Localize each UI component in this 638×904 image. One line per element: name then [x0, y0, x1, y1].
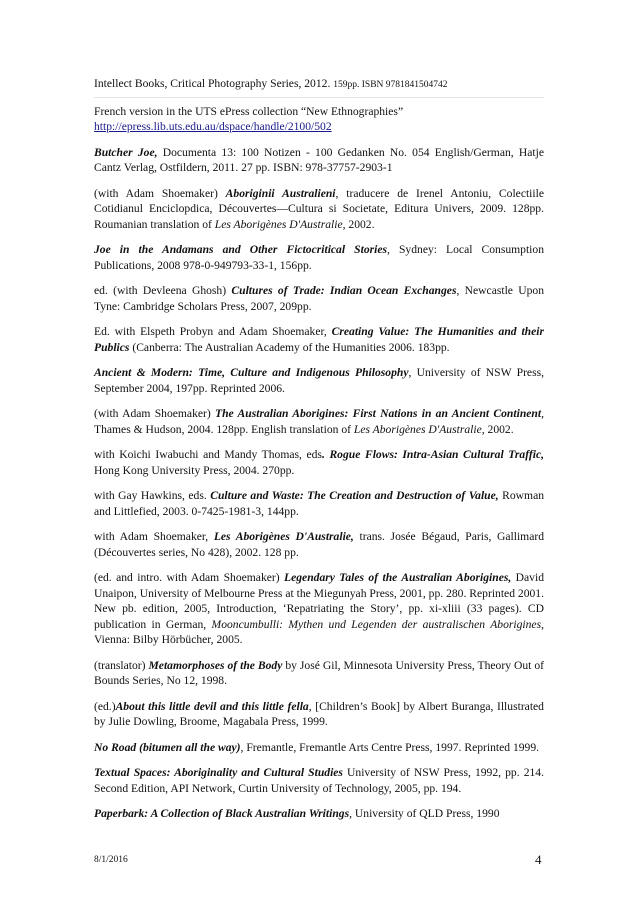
entry-title: Legendary Tales of the Australian Aborigines,: [284, 571, 512, 584]
list-item: [94, 186, 544, 233]
entry-title: The Australian Aborigines: First Nations in an Ancient Continent: [215, 407, 542, 420]
list-item: [94, 145, 544, 176]
list-item: [94, 699, 544, 730]
entry-title: Joe in the Andamans and Other Fictocritical Stories: [94, 243, 388, 256]
list-item: [94, 806, 544, 822]
entry-prefix: (ed. and intro. with Adam Shoemaker): [94, 571, 285, 584]
series-text: Intellect Books, Critical Photography Series, 2012.: [94, 77, 331, 90]
entry-title: Butcher Joe,: [94, 145, 158, 159]
list-item: [94, 242, 544, 273]
list-item: [94, 406, 544, 437]
entry-title: About this little devil and this little fella: [115, 699, 309, 713]
entry-text: (Canberra: The Australian Academy of the Humanities 2006. 183pp.: [129, 340, 450, 354]
entry-prefix: with Adam Shoemaker,: [94, 530, 214, 543]
entry-prefix: Ed. with Elspeth Probyn and Adam Shoemaker,: [94, 325, 332, 338]
entry-title: Culture and Waste: The Creation and Destruction of Value,: [210, 489, 499, 502]
entry-text: , traducere de Irenel Antoniu, Colectiile Cotidianul Enciclopdica, Découvertes—Cultura si Societate, Editura Univers, 2009. 128pp. Roumanian translation of: [94, 186, 544, 231]
french-version-note: [94, 104, 544, 135]
entry-text: by José Gil, Minnesota University Press, Theory Out of Bounds Series, No 12, 1998.: [94, 658, 545, 687]
isbn-text: 159pp. ISBN 9781841504742: [333, 80, 448, 90]
entry-text: , University of NSW Press, September 2004, 197pp. Reprinted 2006.: [94, 366, 544, 395]
entry-text: Documenta 13: 100 Notizen - 100 Gedanken No. 054 English/German, Hatje Cantz Verlag, Ostfildern, 2011. 27 pp. ISBN: 978-37757-2903-1: [94, 145, 544, 174]
entry-italic: Les Aborigènes D'Australie,: [353, 422, 485, 436]
list-item: [94, 283, 544, 314]
entry-text: Hong Kong University Press, 2004. 270pp.: [94, 463, 295, 477]
list-item: [94, 740, 544, 756]
bibliography-content: [94, 76, 544, 832]
entry-text: David Unaipon, University of Melbourne Press at the Miegunyah Press, 2001, pp. 280. Reprinted 2001. New pb. edition, 2005, Introduction, ‘Repatriating the Story’, pp. xi-xliii (33 pages). CD publication in German,: [94, 571, 544, 631]
list-item: [94, 570, 544, 648]
list-item: [94, 658, 544, 689]
entry-text: trans. Josée Bégaud, Paris, Gallimard (Découvertes series, No 428), 2002. 128 pp.: [94, 530, 544, 559]
list-item: [94, 529, 544, 560]
entry-title: No Road (bitumen all the way): [94, 740, 241, 754]
entry-title: Les Aborigènes D'Australie,: [213, 530, 354, 543]
entry-text: , Fremantle, Fremantle Arts Centre Press, 1997. Reprinted 1999.: [240, 740, 540, 754]
entry-text: Rowman and Littlefied, 2003. 0-7425-1981-3, 144pp.: [94, 489, 545, 518]
entry-prefix: ed. (with Devleena Ghosh): [94, 284, 232, 297]
entry-italic: Mooncumbulli: Mythen und Legenden der australischen Aborigines: [211, 617, 542, 631]
entry-text: , Newcastle Upon Tyne: Cambridge Scholars Press, 2007, 209pp.: [94, 284, 544, 313]
entry-title: Paperbark: A Collection of Black Australian Writings: [94, 807, 350, 820]
entry-title: Creating Value: The Humanities and their Publics: [94, 325, 544, 354]
entry-prefix: (with Adam Shoemaker): [94, 407, 216, 420]
entry-title: Aboriginii Australieni: [225, 186, 336, 200]
entry-italic: Les Aborigènes D'Australie,: [214, 217, 346, 231]
entry-prefix: (translator): [94, 658, 149, 672]
page-number: 4: [535, 852, 542, 867]
entry-suffix: , Vienna: Bilby Hörbücher, 2005.: [94, 617, 544, 646]
list-item: [94, 324, 544, 355]
entry-suffix: 2002.: [484, 422, 514, 436]
epress-link[interactable]: http://epress.lib.uts.edu.au/dspace/handle/2100/502: [94, 120, 332, 133]
list-item: [94, 365, 544, 396]
entry-prefix: (ed.): [94, 699, 116, 713]
entry-text: , Sydney: Local Consumption Publications, 2008 978-0-949793-33-1, 156pp.: [94, 243, 544, 272]
entry-text: , University of QLD Press, 1990: [349, 807, 500, 820]
entry-text: , [Children’s Book] by Albert Buranga, Illustrated by Julie Dowling, Broome, Magabala Press, 1999.: [94, 699, 544, 728]
entry-title: Metamorphoses of the Body: [148, 658, 283, 672]
entry-prefix: (with Adam Shoemaker): [94, 186, 226, 200]
entry-prefix: with Gay Hawkins, eds.: [94, 489, 211, 502]
entry-prefix: with Koichi Iwabuchi and Mandy Thomas, eds: [94, 448, 322, 461]
list-item: [94, 765, 544, 796]
entry-text: , Thames & Hudson, 2004. 128pp. English translation of: [94, 407, 544, 436]
french-note-text: French version in the UTS ePress collection “New Ethnographies”: [94, 104, 404, 118]
entry-suffix: 2002.: [345, 217, 375, 231]
entry-title: . Rogue Flows: Intra-Asian Cultural Traffic,: [321, 448, 544, 461]
entry-title: Cultures of Trade: Indian Ocean Exchanges: [231, 284, 457, 297]
list-item: [94, 447, 544, 478]
entry-title: Textual Spaces: Aboriginality and Cultural Studies: [94, 766, 343, 779]
entry-title: Ancient & Modern: Time, Culture and Indigenous Philosophy: [94, 366, 409, 379]
list-item: [94, 488, 544, 519]
footer-date: 8/1/2016: [94, 855, 128, 865]
series-line: [94, 76, 544, 98]
entry-text: University of NSW Press, 1992, pp. 214. Second Edition, API Network, Curtin University of Technology, 2005, pp. 194.: [94, 766, 544, 795]
